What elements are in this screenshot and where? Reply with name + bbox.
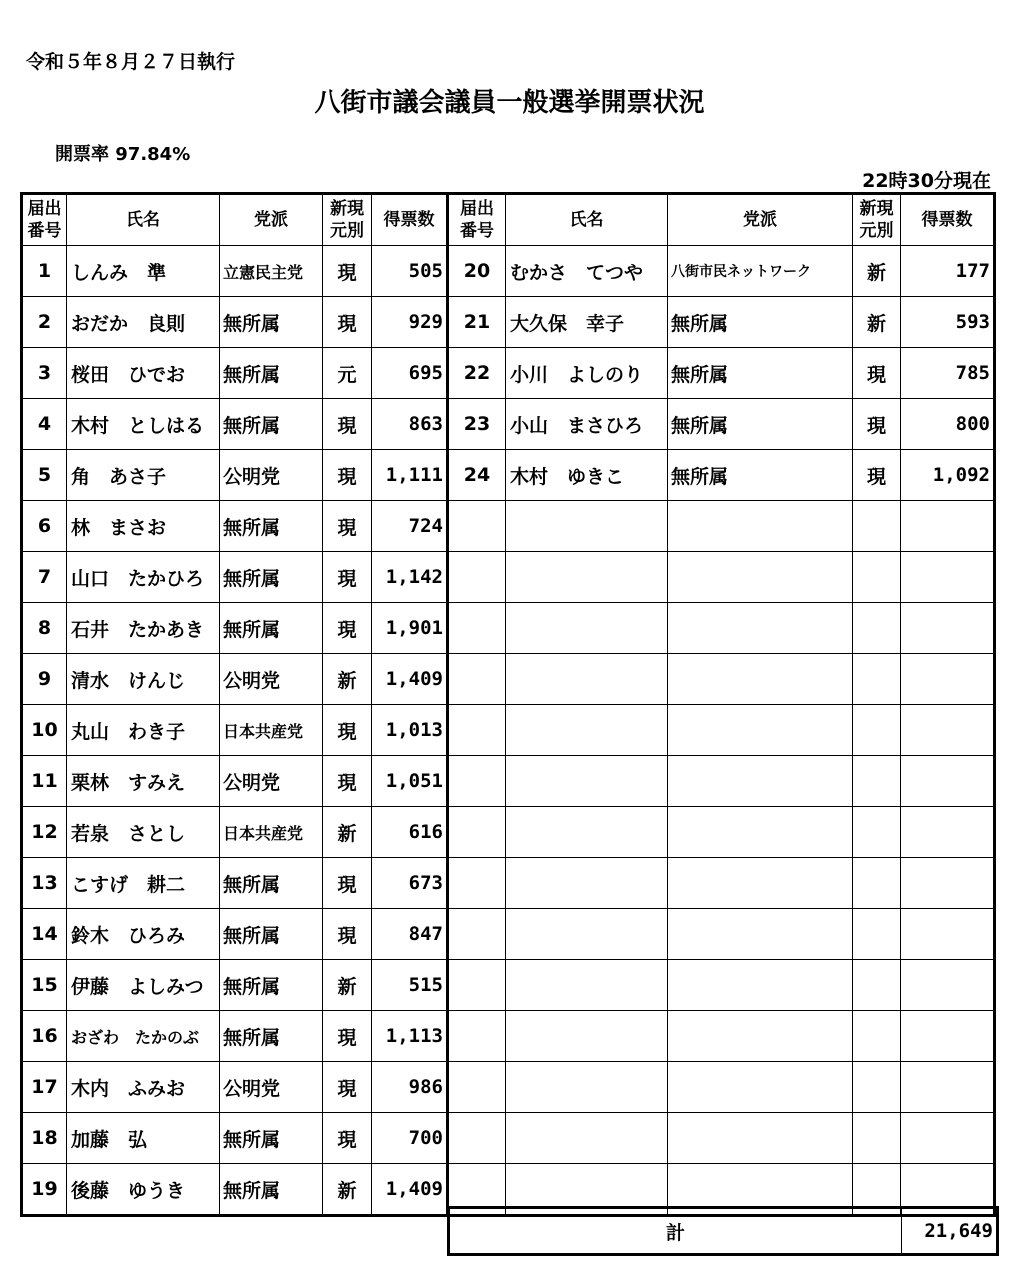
candidate-votes: 1,901	[372, 603, 448, 654]
empty-cell	[668, 705, 853, 756]
empty-cell	[901, 960, 995, 1011]
candidate-party: 無所属	[220, 399, 323, 450]
header-name: 氏名	[506, 194, 668, 246]
candidate-number: 16	[22, 1011, 67, 1062]
candidate-number: 18	[22, 1113, 67, 1164]
candidate-status: 現	[323, 858, 372, 909]
candidate-number: 22	[448, 348, 506, 399]
candidate-votes: 785	[901, 348, 995, 399]
candidate-number: 15	[22, 960, 67, 1011]
empty-cell	[668, 858, 853, 909]
candidate-votes: 1,409	[372, 1164, 448, 1216]
candidate-name: 清水 けんじ	[67, 654, 220, 705]
empty-cell	[506, 756, 668, 807]
empty-cell	[853, 909, 901, 960]
candidate-status: 新	[323, 960, 372, 1011]
candidate-number: 5	[22, 450, 67, 501]
candidate-status: 現	[853, 348, 901, 399]
candidate-votes: 695	[372, 348, 448, 399]
empty-cell	[668, 654, 853, 705]
empty-cell	[901, 1113, 995, 1164]
table-row	[22, 705, 995, 756]
candidate-status: 現	[323, 1062, 372, 1113]
candidate-party: 無所属	[220, 909, 323, 960]
empty-cell	[668, 756, 853, 807]
empty-cell	[901, 807, 995, 858]
candidate-votes: 863	[372, 399, 448, 450]
empty-cell	[448, 705, 506, 756]
header-votes: 得票数	[372, 194, 448, 246]
empty-cell	[668, 603, 853, 654]
candidate-name: 鈴木 ひろみ	[67, 909, 220, 960]
candidate-status: 現	[323, 246, 372, 297]
candidate-name: 石井 たかあき	[67, 603, 220, 654]
empty-cell	[668, 1113, 853, 1164]
candidate-party: 日本共産党	[220, 705, 323, 756]
empty-cell	[448, 960, 506, 1011]
candidate-name: 木村 としはる	[67, 399, 220, 450]
candidate-votes: 515	[372, 960, 448, 1011]
header-number: 届出 番号	[22, 194, 67, 246]
table-row	[22, 654, 995, 705]
empty-cell	[506, 603, 668, 654]
candidate-votes: 593	[901, 297, 995, 348]
empty-cell	[853, 552, 901, 603]
candidate-number: 21	[448, 297, 506, 348]
candidate-name: こすげ 耕二	[67, 858, 220, 909]
candidate-votes: 1,113	[372, 1011, 448, 1062]
candidate-party: 無所属	[668, 399, 853, 450]
empty-cell	[506, 807, 668, 858]
table-row	[22, 909, 995, 960]
candidate-name: 栗林 すみえ	[67, 756, 220, 807]
candidate-party: 無所属	[668, 297, 853, 348]
candidate-name: 大久保 幸子	[506, 297, 668, 348]
empty-cell	[448, 501, 506, 552]
empty-cell	[853, 705, 901, 756]
candidate-party: 無所属	[668, 348, 853, 399]
empty-cell	[901, 705, 995, 756]
candidate-votes: 1,409	[372, 654, 448, 705]
candidate-status: 現	[323, 450, 372, 501]
empty-cell	[901, 1011, 995, 1062]
empty-cell	[901, 501, 995, 552]
empty-cell	[448, 1113, 506, 1164]
table-row	[22, 552, 995, 603]
candidate-status: 現	[323, 705, 372, 756]
candidate-party: 無所属	[220, 501, 323, 552]
candidate-status: 現	[323, 909, 372, 960]
empty-cell	[853, 654, 901, 705]
empty-cell	[901, 858, 995, 909]
empty-cell	[853, 960, 901, 1011]
candidate-party: 公明党	[220, 756, 323, 807]
header-party: 党派	[668, 194, 853, 246]
empty-cell	[853, 1113, 901, 1164]
empty-cell	[668, 1011, 853, 1062]
candidate-number: 4	[22, 399, 67, 450]
candidate-number: 3	[22, 348, 67, 399]
table-row	[22, 297, 995, 348]
execution-date: 令和５年８月２７日執行	[26, 51, 236, 73]
empty-cell	[668, 807, 853, 858]
table-row	[22, 450, 995, 501]
candidate-number: 6	[22, 501, 67, 552]
empty-cell	[448, 756, 506, 807]
results-table	[20, 192, 996, 1217]
empty-cell	[506, 705, 668, 756]
table-row	[22, 603, 995, 654]
total-votes: 21,649	[902, 1208, 998, 1255]
candidate-number: 11	[22, 756, 67, 807]
total-row	[447, 1206, 999, 1256]
candidate-number: 17	[22, 1062, 67, 1113]
empty-cell	[448, 858, 506, 909]
candidate-votes: 800	[901, 399, 995, 450]
candidate-number: 9	[22, 654, 67, 705]
empty-cell	[668, 909, 853, 960]
empty-cell	[853, 858, 901, 909]
candidate-name: 小山 まさひろ	[506, 399, 668, 450]
candidate-status: 現	[323, 1011, 372, 1062]
candidate-party: 無所属	[668, 450, 853, 501]
candidate-votes: 505	[372, 246, 448, 297]
candidate-number: 23	[448, 399, 506, 450]
candidate-status: 現	[323, 552, 372, 603]
empty-cell	[506, 654, 668, 705]
empty-cell	[448, 807, 506, 858]
candidate-status: 現	[323, 501, 372, 552]
candidate-party: 無所属	[220, 1164, 323, 1216]
candidate-votes: 986	[372, 1062, 448, 1113]
candidate-status: 新	[323, 807, 372, 858]
candidate-number: 1	[22, 246, 67, 297]
header-status: 新現 元別	[853, 194, 901, 246]
empty-cell	[448, 654, 506, 705]
header-name: 氏名	[67, 194, 220, 246]
candidate-status: 現	[323, 756, 372, 807]
empty-cell	[853, 501, 901, 552]
header-number: 届出 番号	[448, 194, 506, 246]
empty-cell	[506, 909, 668, 960]
candidate-number: 24	[448, 450, 506, 501]
candidate-status: 現	[853, 399, 901, 450]
empty-cell	[853, 1062, 901, 1113]
empty-cell	[901, 552, 995, 603]
empty-cell	[853, 603, 901, 654]
candidate-votes: 1,111	[372, 450, 448, 501]
candidate-number: 20	[448, 246, 506, 297]
candidate-number: 13	[22, 858, 67, 909]
empty-cell	[448, 552, 506, 603]
candidate-name: 山口 たかひろ	[67, 552, 220, 603]
candidate-name: 丸山 わき子	[67, 705, 220, 756]
candidate-name: 木内 ふみお	[67, 1062, 220, 1113]
candidate-party: 無所属	[220, 1011, 323, 1062]
candidate-name: 角 あさ子	[67, 450, 220, 501]
candidate-party: 公明党	[220, 1062, 323, 1113]
empty-cell	[506, 960, 668, 1011]
table-row	[22, 1011, 995, 1062]
candidate-party: 公明党	[220, 450, 323, 501]
empty-cell	[901, 603, 995, 654]
candidate-status: 新	[853, 246, 901, 297]
empty-cell	[448, 1062, 506, 1113]
candidate-name: 後藤 ゆうき	[67, 1164, 220, 1216]
empty-cell	[506, 1062, 668, 1113]
candidate-party: 無所属	[220, 960, 323, 1011]
candidate-party: 公明党	[220, 654, 323, 705]
header-votes: 得票数	[901, 194, 995, 246]
candidate-votes: 929	[372, 297, 448, 348]
candidate-name: 林 まさお	[67, 501, 220, 552]
candidate-number: 10	[22, 705, 67, 756]
empty-cell	[506, 1113, 668, 1164]
header-row	[22, 194, 995, 246]
candidate-votes: 1,013	[372, 705, 448, 756]
candidate-status: 現	[323, 603, 372, 654]
candidate-status: 現	[323, 399, 372, 450]
candidate-name: 加藤 弘	[67, 1113, 220, 1164]
candidate-number: 12	[22, 807, 67, 858]
candidate-votes: 616	[372, 807, 448, 858]
empty-cell	[668, 552, 853, 603]
empty-cell	[853, 1011, 901, 1062]
table-row	[22, 399, 995, 450]
candidate-party: 立憲民主党	[220, 246, 323, 297]
candidate-status: 現	[853, 450, 901, 501]
total-label: 計	[449, 1208, 902, 1255]
candidate-status: 新	[323, 1164, 372, 1216]
empty-cell	[668, 1062, 853, 1113]
candidate-party: 無所属	[220, 858, 323, 909]
empty-cell	[853, 756, 901, 807]
table-row	[22, 960, 995, 1011]
empty-cell	[506, 1011, 668, 1062]
candidate-status: 新	[853, 297, 901, 348]
candidate-votes: 177	[901, 246, 995, 297]
candidate-votes: 724	[372, 501, 448, 552]
candidate-name: しんみ 準	[67, 246, 220, 297]
empty-cell	[506, 858, 668, 909]
candidate-name: 若泉 さとし	[67, 807, 220, 858]
candidate-name: 木村 ゆきこ	[506, 450, 668, 501]
page-title: 八街市議会議員一般選挙開票状況	[314, 88, 705, 118]
as-of-time: 22時30分現在	[862, 170, 991, 192]
candidate-status: 元	[323, 348, 372, 399]
candidate-number: 2	[22, 297, 67, 348]
candidate-party: 無所属	[220, 552, 323, 603]
candidate-votes: 1,142	[372, 552, 448, 603]
candidate-name: おだか 良則	[67, 297, 220, 348]
empty-cell	[901, 654, 995, 705]
candidate-party: 無所属	[220, 348, 323, 399]
empty-cell	[668, 501, 853, 552]
candidate-votes: 673	[372, 858, 448, 909]
empty-cell	[901, 1062, 995, 1113]
candidate-votes: 700	[372, 1113, 448, 1164]
table-row	[22, 756, 995, 807]
empty-cell	[668, 960, 853, 1011]
table-row	[22, 1113, 995, 1164]
table-row	[22, 807, 995, 858]
candidate-number: 14	[22, 909, 67, 960]
candidate-status: 新	[323, 654, 372, 705]
candidate-party: 日本共産党	[220, 807, 323, 858]
empty-cell	[901, 909, 995, 960]
empty-cell	[448, 603, 506, 654]
candidate-party: 無所属	[220, 603, 323, 654]
table-row	[22, 246, 995, 297]
table-row	[22, 348, 995, 399]
candidate-party: 無所属	[220, 297, 323, 348]
candidate-name: むかさ てつや	[506, 246, 668, 297]
candidate-name: 伊藤 よしみつ	[67, 960, 220, 1011]
candidate-name: 小川 よしのり	[506, 348, 668, 399]
empty-cell	[506, 501, 668, 552]
candidate-party: 八街市民ネットワーク	[668, 246, 853, 297]
candidate-name: おざわ たかのぶ	[67, 1011, 220, 1062]
table-row	[22, 858, 995, 909]
header-status: 新現 元別	[323, 194, 372, 246]
empty-cell	[506, 552, 668, 603]
header-party: 党派	[220, 194, 323, 246]
candidate-number: 8	[22, 603, 67, 654]
candidate-number: 19	[22, 1164, 67, 1216]
candidate-number: 7	[22, 552, 67, 603]
counting-rate: 開票率 97.84%	[55, 144, 191, 165]
empty-cell	[448, 1011, 506, 1062]
candidate-name: 桜田 ひでお	[67, 348, 220, 399]
candidate-votes: 847	[372, 909, 448, 960]
empty-cell	[853, 807, 901, 858]
empty-cell	[448, 909, 506, 960]
table-row	[22, 501, 995, 552]
candidate-party: 無所属	[220, 1113, 323, 1164]
candidate-status: 現	[323, 1113, 372, 1164]
empty-cell	[901, 756, 995, 807]
table-row	[22, 1062, 995, 1113]
candidate-status: 現	[323, 297, 372, 348]
candidate-votes: 1,092	[901, 450, 995, 501]
candidate-votes: 1,051	[372, 756, 448, 807]
